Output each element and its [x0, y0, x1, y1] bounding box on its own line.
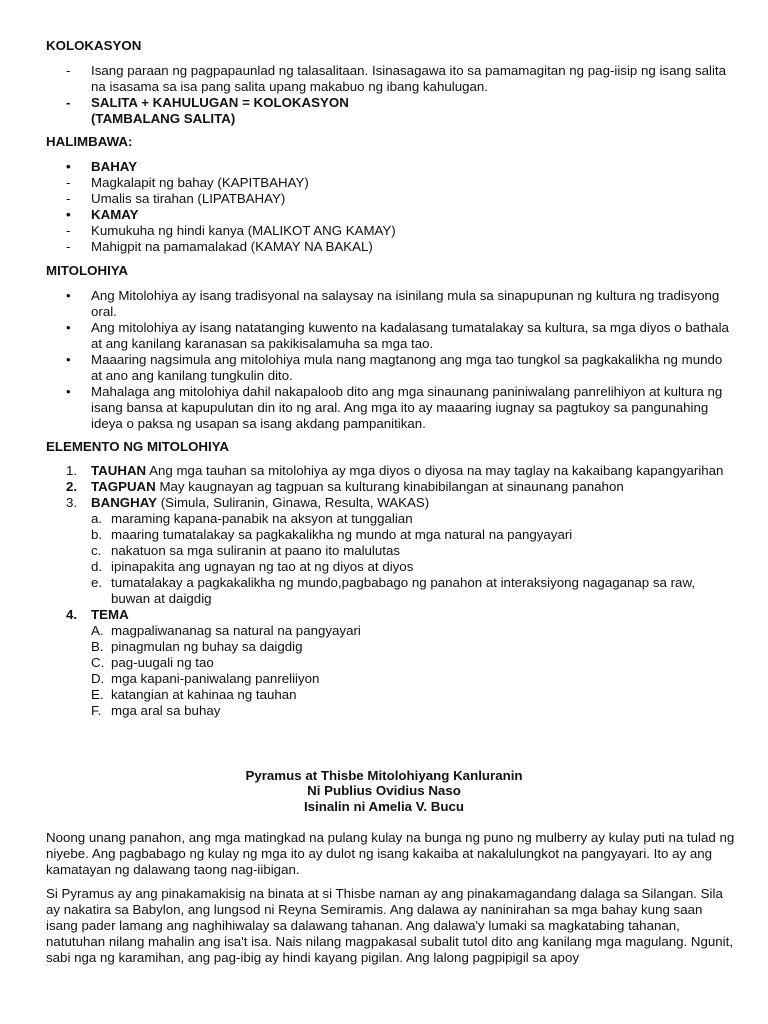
- list-item: • Mahalaga ang mitolohiya dahil nakapaloob dito ang mga sinaunang paniniwalang panrelihiyon at kultura ng isang bansa at kapupulutan din ito ng aral. Ang mga ito ay maaaring iugnay sa pagtukoy sa pangunahing ideya o paksa ng usapan sa isang akdang pampanitikan.: [66, 384, 723, 431]
- halimbawa-list: [46, 159, 736, 255]
- sub-item: C. pag-uugali ng tao: [91, 655, 214, 670]
- kolokasyon-definition: Isang paraan ng pagpapaunlad ng talasalitaan. Isinasagawa ito sa pamamagitan ng pag-iisip ng isang salita na isasama sa isa pang salita upang makabuo ng ibang kahulugan.: [91, 63, 726, 94]
- kolokasyon-formula-note: (TAMBALANG SALITA): [91, 111, 236, 126]
- sub-item: a. maraming kapana-panabik na aksyon at tunggalian: [91, 511, 413, 526]
- list-item: • Ang Mitolohiya ay isang tradisyonal na salaysay na isinilang mula sa sinapupunan ng kultura ng tradisyong oral.: [66, 288, 720, 319]
- elemento-list: [46, 463, 736, 719]
- story-paragraph-2: Si Pyramus ay ang pinakamakisig na binata at si Thisbe naman ay ang pinakamagandang dalaga sa Silangan. Sila ay nakatira sa Babylon, ang lungsod ni Reyna Semiramis. Ang dalawa ay naninirahan sa mga bahay kung saan isang pader lamang ang naghihiwalay sa dalawang tahanan. Ang dalawa'y lumaki sa magkatabing tahanan, natutuhan nilang mahalin ang isa't isa. Nais nilang magpakasal subalit tutol dito ang kanilang mga magulang. Ngunit, sabi nga ng karamihan, ang pag-ibig ay hindi kayang pigilan. Ang lalong pagpipigil sa apoy: [46, 886, 734, 965]
- heading-halimbawa: HALIMBAWA:: [46, 134, 133, 149]
- list-item: • KAMAY: [66, 207, 139, 222]
- list-item-tauhan: 1. TAUHAN Ang mga tauhan sa mitolohiya ay mga diyos o diyosa na may taglay na kakaibang kapangyarihan: [66, 463, 724, 478]
- sub-item: B. pinagmulan ng buhay sa daigdig: [91, 639, 303, 654]
- kolokasyon-formula: SALITA + KAHULUGAN = KOLOKASYON: [91, 95, 349, 110]
- list-item: - Mahigpit na pamamalakad (KAMAY NA BAKAL): [66, 239, 373, 254]
- sub-item: e. tumatalakay a pagkakalikha ng mundo,pagbabago ng panahon at interaksiyong nagaganap sa raw, buwan at daigdig: [91, 575, 696, 606]
- list-item: • Maaaring nagsimula ang mitolohiya mula nang magtanong ang mga tao tungkol sa pagkakalikha ng mundo at ano ang kanilang tungkulin dito.: [66, 352, 723, 383]
- list-item: • BAHAY: [66, 159, 138, 174]
- mitolohiya-list: [46, 288, 736, 432]
- list-item-tagpuan: 2. TAGPUAN May kaugnayan ag tagpuan sa kulturang kinabibilangan at sinaunang panahon: [66, 479, 624, 494]
- kolokasyon-list: [46, 63, 736, 127]
- list-item: - SALITA + KAHULUGAN = KOLOKASYON (TAMBALANG SALITA): [66, 95, 349, 126]
- sub-item: A. magpaliwananag sa natural na pangyayari: [91, 623, 361, 638]
- heading-elemento: ELEMENTO NG MITOLOHIYA: [46, 439, 229, 454]
- heading-mitolohiya: MITOLOHIYA: [46, 263, 129, 278]
- story-paragraph-1: Noong unang panahon, ang mga matingkad na pulang kulay na bunga ng puno ng mulberry ay kulay puti na tulad ng niyebe. Ang pagbabago ng kulay ng mga ito ay dulot ng isang kakaiba at nakalulungkot na pangyayari. Ito ay ang kamatayan ng dalawang taong nag-iibigan.: [46, 830, 735, 877]
- tema-sublist: [91, 623, 736, 719]
- list-item: - Isang paraan ng pagpapaunlad ng talasalitaan. Isinasagawa ito sa pamamagitan ng pag-iisip ng isang salita na isasama sa isa pang salita upang makabuo ng ibang kahulugan.: [66, 63, 726, 94]
- list-item: • Ang mitolohiya ay isang natatanging kuwento na kadalasang tumatalakay sa kultura, sa mga diyos o bathala at ang kanilang karanasan sa pakikisalamuha sa mga tao.: [66, 320, 729, 351]
- list-item: - Magkalapit ng bahay (KAPITBAHAY): [66, 175, 309, 190]
- heading-kolokasyon: KOLOKASYON: [46, 38, 142, 53]
- sub-item: D. mga kapani-paniwalang panreliiyon: [91, 671, 320, 686]
- sub-item: c. nakatuon sa mga suliranin at paano ito malulutas: [91, 543, 401, 558]
- sub-item: d. ipinapakita ang ugnayan ng tao at ng diyos at diyos: [91, 559, 414, 574]
- list-item-banghay: 3. BANGHAY (Simula, Suliranin, Ginawa, Resulta, WAKAS) a. maraming kapana-panabik na aksyon at tunggalian b. maaring tumatalakay sa pagkakalikha ng mundo at mga natural na pangyayari c. nakatuon sa mga suliranin at paano ito malulutas d. ipinapakita ang ugnayan ng tao at ng diyos at diyos e. tumatalakay a pagkakalikha ng mundo,pagbabago ng panahon at interaksiyong nagaganap sa raw, buwan at daigdig: [46, 495, 736, 607]
- list-item: - Kumukuha ng hindi kanya (MALIKOT ANG KAMAY): [66, 223, 396, 238]
- story-translator: Isinalin ni Amelia V. Bucu: [303, 799, 465, 814]
- story-title: Pyramus at Thisbe Mitolohiyang Kanluranin: [245, 768, 523, 783]
- sub-item: F. mga aral sa buhay: [91, 703, 221, 718]
- story-author: Ni Publius Ovidius Naso: [307, 783, 461, 798]
- banghay-sublist: [91, 511, 736, 607]
- list-item: - Umalis sa tirahan (LIPATBAHAY): [66, 191, 286, 206]
- sub-item: E. katangian at kahinaa ng tauhan: [91, 687, 297, 702]
- sub-item: b. maaring tumatalakay sa pagkakalikha ng mundo at mga natural na pangyayari: [91, 527, 573, 542]
- list-item-tema: 4. TEMA A. magpaliwananag sa natural na pangyayari B. pinagmulan ng buhay sa daigdig C. pag-uugali ng tao D. mga kapani-paniwalang panreliiyon E. katangian at kahinaa ng tauhan F. mga aral sa buhay: [46, 607, 736, 719]
